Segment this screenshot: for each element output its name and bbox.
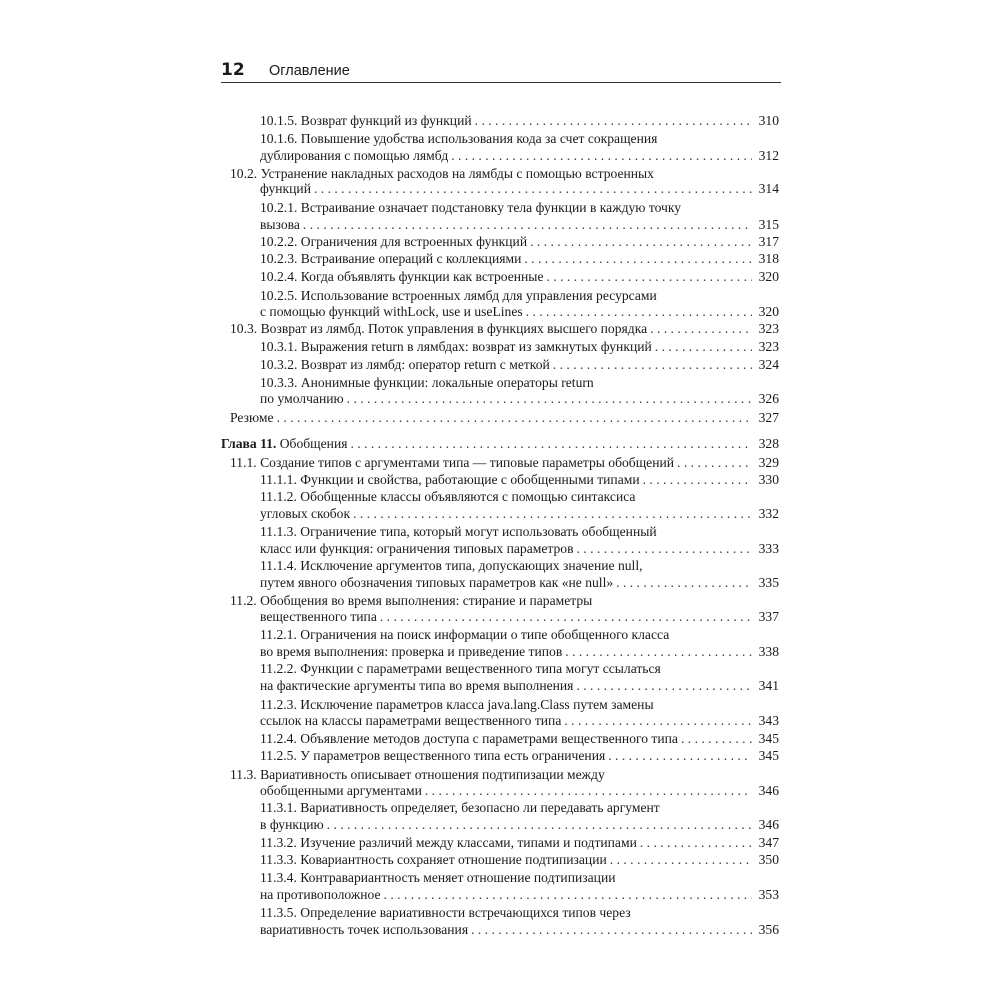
leader-dots bbox=[610, 851, 752, 868]
toc-entry-continued bbox=[260, 287, 657, 304]
leader-dots bbox=[576, 677, 752, 694]
toc-entry bbox=[260, 250, 779, 267]
leader-dots bbox=[327, 816, 752, 833]
toc-entry-continued bbox=[260, 374, 594, 391]
toc-entry bbox=[260, 303, 779, 320]
toc-entry-title: 11.2.5. У параметров вещественного типа есть ограничения bbox=[260, 748, 606, 763]
toc-entry-continued bbox=[260, 799, 660, 816]
toc-entry-title: 11.2.1. Ограничения на поиск информации о типе обобщенного класса bbox=[260, 627, 670, 642]
toc-page-number: 341 bbox=[758, 678, 779, 693]
toc-entry-title: на противоположное bbox=[260, 887, 381, 902]
leader-dots bbox=[643, 471, 752, 488]
leader-dots bbox=[650, 320, 752, 337]
leader-dots bbox=[451, 147, 752, 164]
leader-dots bbox=[608, 747, 752, 764]
toc-entry-title: угловых скобок bbox=[260, 506, 351, 521]
leader-dots bbox=[546, 268, 752, 285]
toc-page-number: 343 bbox=[758, 713, 779, 728]
toc-entry-title: 10.2.5. Использование встроенных лямбд для управления ресурсами bbox=[260, 288, 657, 303]
page-number: 12 bbox=[221, 60, 245, 80]
toc-entry bbox=[260, 338, 779, 355]
toc-entry bbox=[260, 643, 779, 660]
leader-dots bbox=[677, 454, 752, 471]
leader-dots bbox=[425, 782, 752, 799]
toc-entry-title: 11.2. Обобщения во время выполнения: стирание и параметры bbox=[230, 593, 593, 608]
toc-entry-title: 11.1.2. Обобщенные классы объявляются с помощью синтаксиса bbox=[260, 489, 636, 504]
toc-entry-title: обобщенными аргументами bbox=[260, 783, 422, 798]
toc-entry-title: 10.3.2. Возврат из лямбд: оператор return с меткой bbox=[260, 357, 550, 372]
running-header-title: Оглавление bbox=[269, 63, 350, 79]
leader-dots bbox=[681, 730, 752, 747]
toc-entry-title: 11.2.2. Функции с параметрами вещественного типа могут ссылаться bbox=[260, 661, 661, 676]
toc-entry bbox=[260, 608, 779, 625]
toc-entry-title: класс или функция: ограничения типовых параметров bbox=[260, 541, 574, 556]
toc-entry-title: вызова bbox=[260, 217, 300, 232]
toc-page-number: 320 bbox=[758, 269, 779, 284]
toc-page-number: 326 bbox=[758, 391, 779, 406]
toc-entry bbox=[260, 540, 779, 557]
toc-page-number: 338 bbox=[758, 644, 779, 659]
toc-page-number: 318 bbox=[758, 251, 779, 266]
toc-entry bbox=[260, 574, 779, 591]
toc-entry-title: 10.1.5. Возврат функций из функций bbox=[260, 113, 472, 128]
leader-dots bbox=[471, 921, 752, 938]
toc-entry bbox=[260, 233, 779, 250]
toc-entry bbox=[221, 435, 779, 452]
toc-page-number: 327 bbox=[758, 410, 779, 425]
toc-entry-title: 10.2. Устранение накладных расходов на лямбды с помощью встроенных bbox=[230, 166, 654, 181]
toc-entry-title: Глава 11. Обобщения bbox=[221, 436, 348, 451]
leader-dots bbox=[314, 180, 752, 197]
leader-dots bbox=[524, 250, 752, 267]
leader-dots bbox=[565, 643, 752, 660]
toc-entry-title: 11.2.3. Исключение параметров класса java.lang.Class путем замены bbox=[260, 697, 654, 712]
toc-entry bbox=[230, 320, 779, 337]
leader-dots bbox=[303, 216, 752, 233]
toc-page-number: 323 bbox=[758, 321, 779, 336]
toc-entry-continued bbox=[260, 696, 654, 713]
toc-page-number: 317 bbox=[758, 234, 779, 249]
leader-dots bbox=[526, 303, 752, 320]
toc-entry-title: 10.2.2. Ограничения для встроенных функций bbox=[260, 234, 528, 249]
toc-entry-title: Резюме bbox=[230, 410, 274, 425]
leader-dots bbox=[384, 886, 752, 903]
toc-entry-title: ссылок на классы параметрами вещественного типа bbox=[260, 713, 562, 728]
toc-entry bbox=[260, 356, 779, 373]
toc-entry-title: 10.3.1. Выражения return в лямбдах: возврат из замкнутых функций bbox=[260, 339, 652, 354]
toc-page-number: 329 bbox=[758, 455, 779, 470]
toc-entry-continued bbox=[260, 626, 669, 643]
toc-page-number: 346 bbox=[758, 783, 779, 798]
chapter-label: Глава 11. bbox=[221, 436, 277, 451]
toc-entry bbox=[260, 730, 779, 747]
toc-entry-title: 11.1. Создание типов с аргументами типа — типовые параметры обобщений bbox=[230, 455, 675, 470]
toc-page-number: 353 bbox=[758, 887, 779, 902]
toc-page-number: 330 bbox=[758, 472, 779, 487]
toc-entry-continued bbox=[260, 199, 681, 216]
toc-page-number: 345 bbox=[758, 731, 779, 746]
toc-entry-title: 11.2.4. Объявление методов доступа с параметрами вещественного типа bbox=[260, 731, 678, 746]
toc-entry-title: вариативность точек использования bbox=[260, 922, 469, 937]
toc-page-number: 335 bbox=[758, 575, 779, 590]
toc-entry bbox=[260, 180, 779, 197]
leader-dots bbox=[640, 834, 752, 851]
leader-dots bbox=[347, 390, 752, 407]
toc-entry bbox=[260, 747, 779, 764]
toc-entry-title: функций bbox=[260, 181, 311, 196]
toc-entry-title: 11.3.3. Ковариантность сохраняет отношение подтипизации bbox=[260, 852, 607, 867]
toc-entry bbox=[260, 816, 779, 833]
toc-entry-title: 11.1.1. Функции и свойства, работающие с обобщенными типами bbox=[260, 472, 640, 487]
toc-entry-title: 10.3. Возврат из лямбд. Поток управления в функциях высшего порядка bbox=[230, 321, 648, 336]
toc-page-number: 345 bbox=[758, 748, 779, 763]
toc-entry-continued bbox=[260, 130, 657, 147]
toc-entry bbox=[260, 834, 779, 851]
leader-dots bbox=[564, 712, 752, 729]
toc-page-number: 310 bbox=[758, 113, 779, 128]
toc-entry-title: 11.3.5. Определение вариативности встречающихся типов через bbox=[260, 905, 631, 920]
toc-entry-title: по умолчанию bbox=[260, 391, 344, 406]
toc-entry bbox=[260, 677, 779, 694]
toc-entry-title: 11.3.1. Вариативность определяет, безопасно ли передавать аргумент bbox=[260, 800, 660, 815]
toc-entry-title: 11.3.2. Изучение различий между классами, типами и подтипами bbox=[260, 835, 637, 850]
leader-dots bbox=[553, 356, 752, 373]
toc-entry bbox=[260, 390, 779, 407]
toc-entry-title: во время выполнения: проверка и приведение типов bbox=[260, 644, 563, 659]
toc-entry-title: 10.2.3. Встраивание операций с коллекциями bbox=[260, 251, 522, 266]
toc-page-number: 337 bbox=[758, 609, 779, 624]
leader-dots bbox=[350, 435, 752, 452]
toc-entry-title: с помощью функций withLock, use и useLines bbox=[260, 304, 523, 319]
toc-page-number: 324 bbox=[758, 357, 779, 372]
toc-entry bbox=[260, 112, 779, 129]
toc-entry bbox=[260, 851, 779, 868]
toc-entry-continued bbox=[260, 523, 657, 540]
toc-entry bbox=[230, 454, 779, 471]
leader-dots bbox=[577, 540, 753, 557]
leader-dots bbox=[353, 505, 752, 522]
toc-entry bbox=[230, 409, 779, 426]
leader-dots bbox=[655, 338, 752, 355]
toc-entry-title: 10.2.1. Встраивание означает подстановку тела функции в каждую точку bbox=[260, 200, 682, 215]
toc-entry-title: путем явного обозначения типовых параметров как «не null» bbox=[260, 575, 614, 590]
toc-entry bbox=[260, 782, 779, 799]
toc-entry-title: 10.1.6. Повышение удобства использования кода за счет сокращения bbox=[260, 131, 658, 146]
toc-entry bbox=[260, 712, 779, 729]
toc-entry-title: 11.1.4. Исключение аргументов типа, допускающих значение null, bbox=[260, 558, 643, 573]
toc-entry-title: 11.3.4. Контравариантность меняет отношение подтипизации bbox=[260, 870, 616, 885]
toc-entry-continued bbox=[230, 592, 592, 609]
leader-dots bbox=[277, 409, 752, 426]
toc-entry-title: вещественного типа bbox=[260, 609, 377, 624]
toc-entry-continued bbox=[260, 557, 643, 574]
toc-entry bbox=[260, 921, 779, 938]
toc-entry-continued bbox=[260, 488, 635, 505]
leader-dots bbox=[616, 574, 752, 591]
toc-entry bbox=[260, 216, 779, 233]
toc-page-number: 314 bbox=[758, 181, 779, 196]
toc-entry-title: 10.2.4. Когда объявлять функции как встроенные bbox=[260, 269, 544, 284]
leader-dots bbox=[530, 233, 752, 250]
toc-page-number: 346 bbox=[758, 817, 779, 832]
toc-page-number: 315 bbox=[758, 217, 779, 232]
toc-page-number: 333 bbox=[758, 541, 779, 556]
toc-entry-continued bbox=[260, 904, 631, 921]
toc-entry-title: 11.3. Вариативность описывает отношения подтипизации между bbox=[230, 767, 605, 782]
toc-entry bbox=[260, 147, 779, 164]
toc-page-number: 332 bbox=[758, 506, 779, 521]
toc-entry bbox=[260, 505, 779, 522]
toc-entry-title: на фактические аргументы типа во время выполнения bbox=[260, 678, 574, 693]
toc-page-number: 356 bbox=[758, 922, 779, 937]
toc-page-number: 350 bbox=[758, 852, 779, 867]
toc-entry-continued bbox=[260, 869, 616, 886]
toc-entry bbox=[260, 471, 779, 488]
toc-entry-title: дублирования с помощью лямбд bbox=[260, 148, 449, 163]
toc-page-number: 320 bbox=[758, 304, 779, 319]
toc-page-number: 312 bbox=[758, 148, 779, 163]
leader-dots bbox=[475, 112, 752, 129]
toc-page-number: 347 bbox=[758, 835, 779, 850]
toc-entry-continued bbox=[260, 660, 661, 677]
toc-entry bbox=[260, 268, 779, 285]
toc-page-number: 323 bbox=[758, 339, 779, 354]
leader-dots bbox=[380, 608, 752, 625]
toc-entry-title: в функцию bbox=[260, 817, 324, 832]
toc-entry-continued bbox=[230, 766, 605, 783]
toc-entry-title: 10.3.3. Анонимные функции: локальные операторы return bbox=[260, 375, 594, 390]
toc-entry bbox=[260, 886, 779, 903]
toc-entry-title: 11.1.3. Ограничение типа, который могут использовать обобщенный bbox=[260, 524, 657, 539]
toc-page-number: 328 bbox=[758, 436, 779, 451]
